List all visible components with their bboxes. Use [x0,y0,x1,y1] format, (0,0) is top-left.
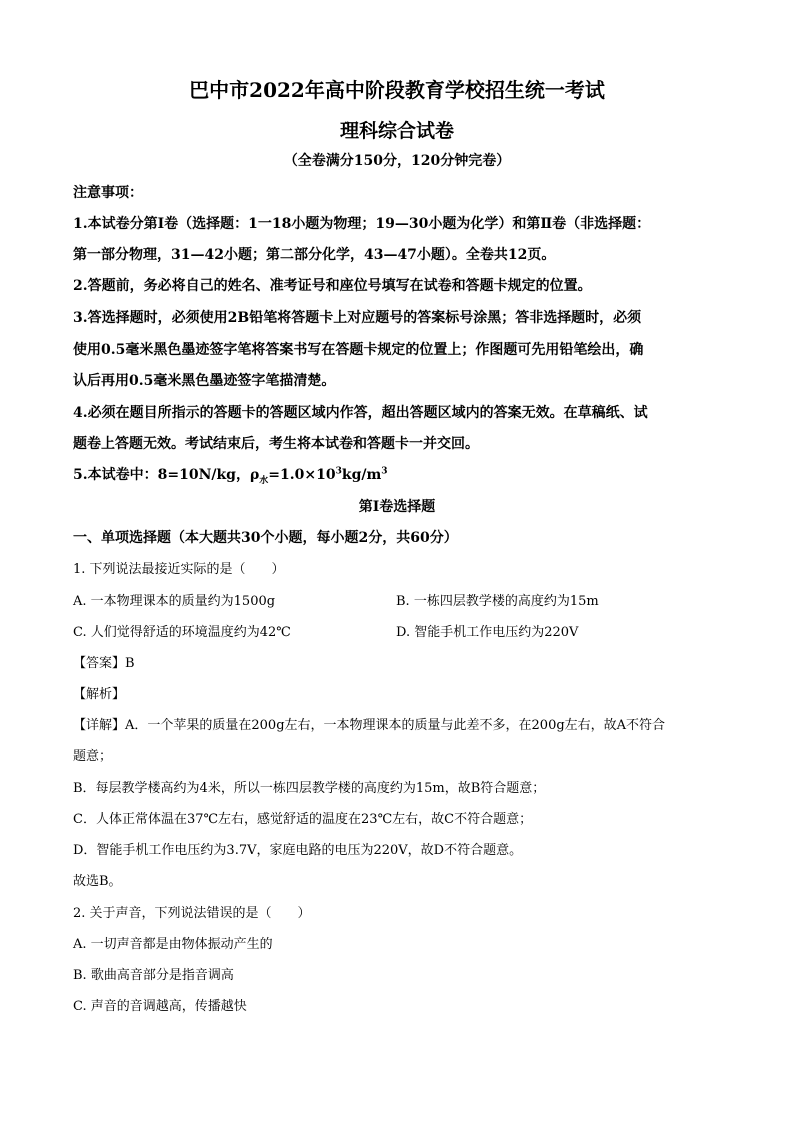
notice-line-4b: 题卷上答题无效。考试结束后，考生将本试卷和答题卡一并交回。 [73,436,479,452]
exam-meta: （全卷满分150分，120分钟完卷） [283,153,511,169]
notice-line-1b: 第一部分物理，31—42小题；第二部分化学，43—47小题）。全卷共12页。 [73,247,556,263]
notice-line-1a: 1.本试卷分第Ⅰ卷（选择题：1一18小题为物理；19—30小题为化学）和第Ⅱ卷（非选择题： [73,216,651,232]
q2-option-b: B. 歌曲高音部分是指音调高 [73,968,234,983]
section-title: 第Ⅰ卷选择题 [358,499,436,515]
constants-unit: kg/m [341,467,382,483]
q1-option-d: D. 智能手机工作电压约为220V [396,625,579,640]
q1-analysis-label: 【解析】 [73,687,126,702]
q2-option-a: A. 一切声音都是由物体振动产生的 [73,937,273,952]
notice-line-3a: 3.答选择题时，必须使用2B铅笔将答题卡上对应题号的答案标号涂黑；答非选择题时，必须 [73,310,642,326]
q1-detail-a-cont: 题意； [73,749,113,764]
q1-answer: 【答案】B [73,656,135,671]
notice-line-2: 2.答题前，务必将自己的姓名、准考证号和座位号填写在试卷和答题卡规定的位置。 [73,278,592,294]
q1-conclusion: 故选B。 [73,874,122,889]
q1-detail-c: C．人体正常体温在37℃左右，感觉舒适的温度在23℃左右，故C不符合题意； [73,812,533,827]
unit-superscript: 3 [381,466,388,477]
part-one-heading: 一、单项选择题（本大题共30个小题，每小题2分，共60分） [73,530,458,546]
constants-prefix: 5.本试卷中：8=10N/kg，ρ [73,467,260,483]
q1-detail-d: D．智能手机工作电压约为3.7V，家庭电路的电压为220V，故D不符合题意。 [73,843,523,858]
q1-option-a: A. 一本物理课本的质量约为1500g [73,594,276,609]
q2-stem: 2. 关于声音，下列说法错误的是（ ） [73,906,311,921]
q1-stem: 1. 下列说法最接近实际的是（ ） [73,562,285,577]
notice-line-3b: 使用0.5毫米黑色墨迹签字笔将答案书写在答题卡规定的位置上；作图题可先用铅笔绘出，确 [73,342,644,358]
q1-detail-b: B．每层教学楼高约为4米，所以一栋四层教学楼的高度约为15m，故B符合题意； [73,781,546,796]
exam-title: 巴中市2022年高中阶段教育学校招生统一考试 [189,78,605,102]
constants-mid: =1.0×10 [268,467,336,483]
exam-subtitle: 理科综合试卷 [339,120,454,142]
density-subscript: 水 [259,475,269,486]
q1-detail-a: 【详解】A．一个苹果的质量在200g左右，一本物理课本的质量与此差不多，在200g左右，故A不符合 [73,718,666,733]
notice-line-5 [73,464,388,486]
q2-option-c: C. 声音的音调越高，传播越快 [73,999,247,1014]
notice-heading: 注意事项： [73,185,143,201]
q1-option-b: B. 一栋四层教学楼的高度约为15m [396,594,599,609]
notice-line-4a: 4.必须在题目所指示的答题卡的答题区域内作答，超出答题区域内的答案无效。在草稿纸、试 [73,405,648,421]
notice-line-3c: 认后再用0.5毫米黑色墨迹签字笔描清楚。 [73,373,336,389]
exponent-superscript: 3 [335,466,342,477]
q1-option-c: C. 人们觉得舒适的环境温度约为42℃ [73,625,291,640]
